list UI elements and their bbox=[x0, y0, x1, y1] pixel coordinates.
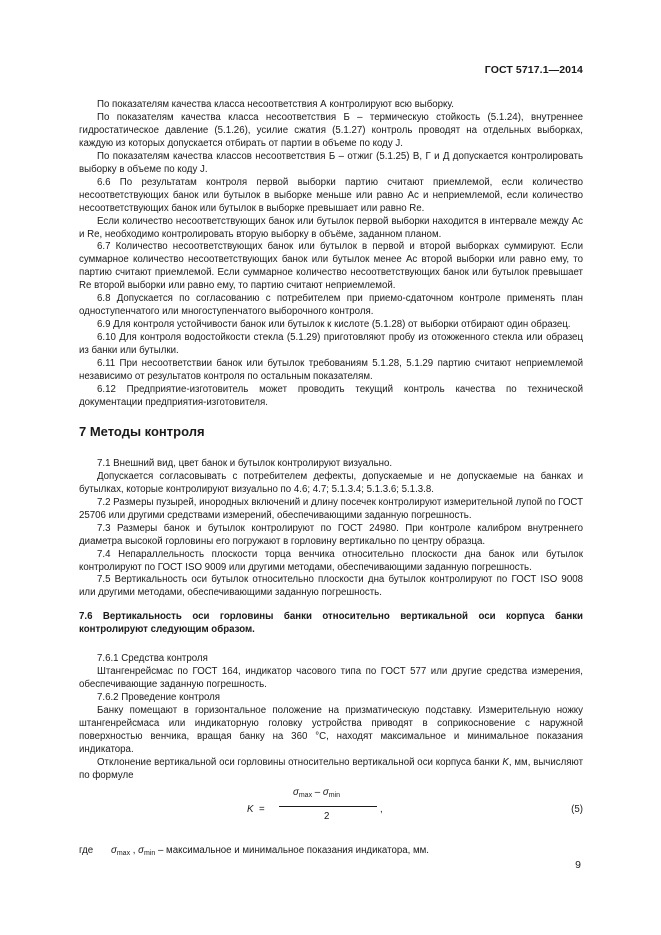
paragraph: 7.2 Размеры пузырей, инородных включений и длину посечек контролируют измерительной лупой по ГОСТ 25706 или другими средствами измерений, обеспечивающими заданную погрешность. bbox=[79, 496, 583, 521]
paragraph: 6.8 Допускается по согласованию с потребителем при приемо-сдаточном контроле применять план одноступенчатого или многоступенчатого выборочного контроля. bbox=[79, 293, 583, 318]
paragraph: Если количество несоответствующих банок или бутылок первой выборки находится в интервале между Ac и Re, необходимо контролировать вторую выборку в объёме, заданном планом. bbox=[79, 215, 583, 240]
where-text: – максимальное и минимальное показания индикатора, мм. bbox=[155, 844, 429, 856]
subscript-max: max bbox=[298, 791, 313, 799]
paragraph: 6.12 Предприятие-изготовитель может проводить текущий контроль качества по технической документации предприятия-изготовителя. bbox=[79, 383, 583, 408]
formula-lhs: K bbox=[247, 803, 254, 815]
where-separator: , bbox=[130, 844, 139, 856]
sigma-symbol: σ bbox=[293, 786, 299, 798]
deviation-text: Отклонение вертикальной оси горловины относительно вертикальной оси корпуса банки bbox=[97, 756, 503, 768]
paragraph: 6.7 Количество несоответствующих банок или бутылок в первой и второй выборках суммируют. Если суммарное количество несоответствующих банок или бутылок менее Ac второй выборки или равно ему, то партию считают приемлемой. Если суммарное количество несоответствующих банок или бутылок превышает Re второй выборки или равно ему, то партию считают неприемлемой. bbox=[79, 241, 583, 292]
where-label: где bbox=[79, 844, 94, 856]
section-title: 7 Методы контроля bbox=[79, 423, 205, 439]
where-clause bbox=[79, 845, 583, 861]
bold-paragraph: 7.6 Вертикальность оси горловины банки относительно вертикальной оси корпуса банки контролируют следующим образом. bbox=[79, 611, 583, 636]
formula-minus: – bbox=[312, 786, 323, 798]
deviation-symbol: K bbox=[502, 756, 509, 768]
subscript-max: max bbox=[116, 849, 131, 857]
paragraph: 6.6 По результатам контроля первой выборки партию считают приемлемой, если количество несоответствующих банок или бутылок в выборке меньше или равно Ac и неприемлемой, если количество несоответствующих банок или бутылок в выборке превышает или равно Re. bbox=[79, 176, 583, 214]
deviation-paragraph bbox=[79, 757, 583, 783]
subscript-min: min bbox=[328, 791, 340, 799]
sigma-symbol: σ bbox=[322, 786, 329, 798]
paragraph: 7.1 Внешний вид, цвет банок и бутылок контролируют визуально. bbox=[97, 457, 393, 469]
sigma-symbol: σ bbox=[111, 844, 117, 856]
paragraph: 6.11 При несоответствии банок или бутылок требованиям 5.1.28, 5.1.29 партию считают неприемлемой независимо от результатов контроля по остальным показателям. bbox=[79, 358, 583, 383]
paragraph: По показателям качества классов несоответствия Б – отжиг (5.1.25) В, Г и Д допускается контролировать выборку в объеме по коду J. bbox=[79, 150, 583, 175]
formula-comma: , bbox=[380, 803, 383, 815]
paragraph: Банку помещают в горизонтальное положение на призматическую подставку. Измерительную ножку штангенрейсмаса или индикаторную головку устройства приводят в соприкосновение с наружной поверхностью венчика, вращая банку на 360 °С, находят максимальное и минимальное показания индикатора. bbox=[79, 705, 583, 755]
paragraph: Штангенрейсмас по ГОСТ 164, индикатор часового типа по ГОСТ 577 или другие средства измерения, обеспечивающие заданную погрешность. bbox=[79, 666, 583, 691]
paragraph: 7.5 Вертикальность оси бутылок относительно плоскости дна бутылок контролируют по ГОСТ ISO 9008 или другими методами, обеспечивающими заданную погрешность. bbox=[79, 574, 583, 599]
paragraph: По показателям качества класса несоответствия А контролируют всю выборку. bbox=[97, 99, 454, 110]
formula-numerator bbox=[293, 787, 340, 803]
paragraph: 7.6.1 Средства контроля bbox=[97, 653, 208, 665]
paragraph: 7.4 Непараллельность плоскости торца венчика относительно плоскости дна банок или бутылок контролируют по ГОСТ ISO 9009 или другими методами, обеспечивающими заданную погрешность. bbox=[79, 548, 583, 573]
paragraph: По показателям качества класса несоответствия Б – термическую стойкость (5.1.24), внутреннее гидростатическое давление (5.1.26), усилие сжатия (5.1.27) контроль проводят на отдельных выборках, каждую из которых допускается отбирать от партии в объеме по коду J. bbox=[79, 111, 583, 149]
deviation-tail: , мм, вычисляют по формуле bbox=[79, 756, 584, 781]
paragraphs-section-7 bbox=[79, 458, 583, 600]
page-number: 9 bbox=[575, 859, 581, 871]
formula-equals: = bbox=[259, 803, 265, 815]
document-id-header: ГОСТ 5717.1—2014 bbox=[484, 64, 583, 76]
formula-5 bbox=[79, 787, 583, 835]
formula-denominator: 2 bbox=[324, 810, 330, 822]
paragraph: 6.10 Для контроля водостойкости стекла (5.1.29) приготовляют пробу из отожженного стекла или образец из банки или бутылки. bbox=[79, 332, 583, 357]
paragraph: Допускается согласовывать с потребителем дефекты, допускаемые и не допускаемые на банках и бутылках, которые контролируют визуально по 4.6; 4.7; 5.1.3.4; 5.1.3.6; 5.1.3.8. bbox=[79, 470, 583, 495]
paragraph: 6.9 Для контроля устойчивости банок или бутылок к кислоте (5.1.28) от выборки отбирают один образец. bbox=[97, 319, 571, 331]
paragraph: 7.6.2 Проведение контроля bbox=[97, 692, 221, 704]
equation-number: (5) bbox=[571, 803, 583, 815]
paragraphs-section-6 bbox=[79, 99, 583, 410]
paragraphs-section-7-6 bbox=[79, 653, 583, 783]
fraction-bar bbox=[279, 806, 377, 807]
document-body bbox=[79, 99, 583, 861]
sigma-symbol: σ bbox=[138, 844, 144, 856]
subscript-min: min bbox=[144, 849, 156, 857]
paragraph: 7.3 Размеры банок и бутылок контролируют по ГОСТ 24980. При контроле калибром внутреннего диаметра высокой горловины его погружают в горловину вертикально по центру образца. bbox=[79, 522, 583, 547]
